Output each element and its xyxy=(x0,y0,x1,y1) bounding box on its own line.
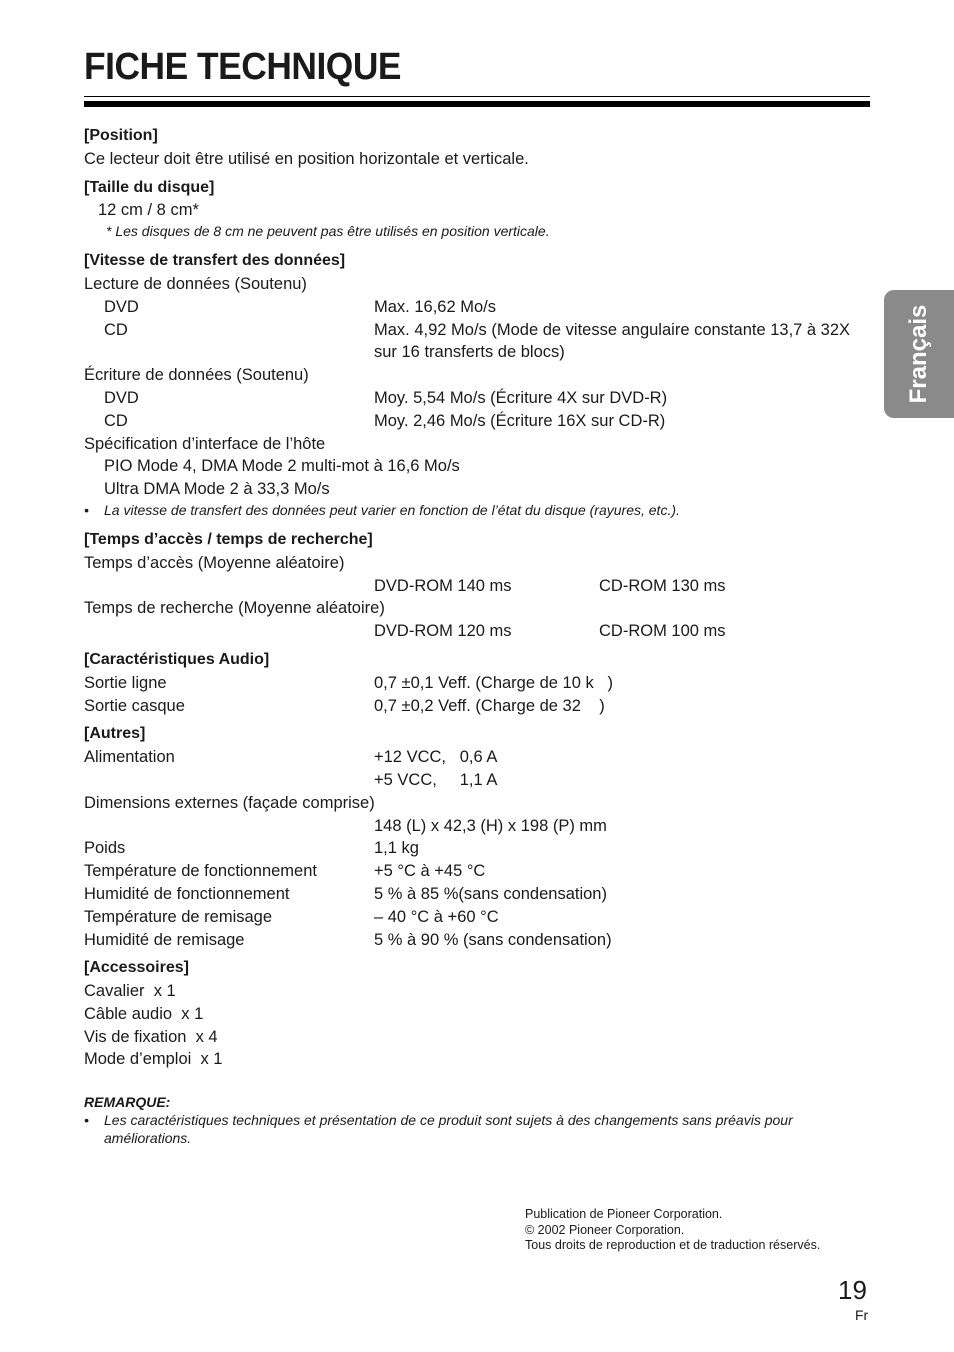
vitesse-note-text: La vitesse de transfert des données peut varier en fonction de l’état du disque (rayures, etc.). xyxy=(104,501,680,518)
list-item: Câble audio x 1 xyxy=(84,1004,204,1023)
spec-value: Moy. 5,54 Mo/s (Écriture 4X sur DVD-R) xyxy=(374,388,668,407)
list-item: Mode d’emploi x 1 xyxy=(84,1050,223,1069)
spec-label: Température de remisage xyxy=(84,907,273,926)
interface-label: Spécification d’interface de l’hôte xyxy=(84,434,326,453)
spec-row xyxy=(84,620,874,643)
list-item: Cavalier x 1 xyxy=(84,982,176,1001)
spec-label: CD xyxy=(104,411,128,430)
spec-row xyxy=(84,319,874,365)
spec-value: – 40 °C à +60 °C xyxy=(374,907,499,926)
spec-label: Humidité de remisage xyxy=(84,930,245,949)
remarque-heading: REMARQUE: xyxy=(84,1094,171,1111)
publication-line: Tous droits de reproduction et de traduction réservés. xyxy=(525,1238,821,1252)
spec-value: CD-ROM 100 ms xyxy=(599,622,726,641)
spec-label: Humidité de fonctionnement xyxy=(84,884,290,903)
spec-label: Poids xyxy=(84,839,126,858)
spec-label: Température de fonctionnement xyxy=(84,862,317,881)
section-acces xyxy=(84,529,874,643)
spec-row xyxy=(84,906,874,929)
list-item: Vis de fixation x 4 xyxy=(84,1027,218,1046)
ecriture-label: Écriture de données (Soutenu) xyxy=(84,366,309,385)
spec-value: +5 °C à +45 °C xyxy=(374,862,486,881)
position-text: Ce lecteur doit être utilisé en position horizontale et verticale. xyxy=(84,149,529,168)
lecture-label: Lecture de données (Soutenu) xyxy=(84,274,307,293)
page-title: FICHE TECHNIQUE xyxy=(84,46,401,88)
spec-value: DVD-ROM 120 ms xyxy=(374,622,512,641)
spec-content xyxy=(84,125,874,1147)
section-heading: [Autres] xyxy=(84,725,146,743)
spec-value: 0,7 ±0,1 Veff. (Charge de 10 k ) xyxy=(374,673,613,692)
section-heading: [Vitesse de transfert des données] xyxy=(84,252,346,270)
section-audio xyxy=(84,649,874,717)
spec-value: 148 (L) x 42,3 (H) x 198 (P) mm xyxy=(374,816,607,835)
spec-row xyxy=(84,883,874,906)
spec-label: DVD xyxy=(104,297,139,316)
spec-value: CD-ROM 130 ms xyxy=(599,576,726,595)
section-heading: [Taille du disque] xyxy=(84,178,215,196)
remarque-note xyxy=(84,1111,874,1147)
spec-row xyxy=(84,575,874,598)
spec-value: Max. 4,92 Mo/s (Mode de vitesse angulaire constante 13,7 à 32X sur 16 transferts de blocs) xyxy=(374,320,851,362)
section-heading: [Accessoires] xyxy=(84,959,189,977)
bullet-mark: • xyxy=(84,1112,89,1129)
spec-label: DVD xyxy=(104,388,139,407)
taille-value: 12 cm / 8 cm* xyxy=(98,201,199,220)
section-heading: [Temps d’accès / temps de recherche] xyxy=(84,530,373,548)
spec-row xyxy=(84,672,874,695)
spec-row xyxy=(84,837,874,860)
spec-label: CD xyxy=(104,320,128,339)
spec-row xyxy=(84,769,874,792)
vitesse-note xyxy=(84,501,874,519)
section-vitesse xyxy=(84,250,874,519)
section-heading: [Position] xyxy=(84,127,158,144)
bullet-mark: • xyxy=(84,501,89,518)
publication-line: Publication de Pioneer Corporation. xyxy=(525,1207,723,1221)
spec-value: 1,1 kg xyxy=(374,839,419,858)
spec-row xyxy=(84,929,874,952)
spec-value: 0,7 ±0,2 Veff. (Charge de 32 ) xyxy=(374,696,605,715)
spec-label: Alimentation xyxy=(84,748,175,767)
spec-value: Max. 16,62 Mo/s xyxy=(374,297,496,316)
spec-value: 5 % à 85 %(sans condensation) xyxy=(374,884,607,903)
page-number: 19 xyxy=(838,1275,867,1305)
language-tab xyxy=(884,290,954,418)
spec-value: Moy. 2,46 Mo/s (Écriture 16X sur CD-R) xyxy=(374,411,666,430)
spec-row xyxy=(84,695,874,718)
spec-row xyxy=(84,815,874,838)
spec-label: Sortie casque xyxy=(84,696,185,715)
section-heading: [Caractéristiques Audio] xyxy=(84,650,270,668)
spec-value: 5 % à 90 % (sans condensation) xyxy=(374,930,612,949)
spec-row xyxy=(84,410,874,433)
spec-row xyxy=(84,860,874,883)
publication-info xyxy=(525,1207,820,1254)
spec-row xyxy=(84,387,874,410)
taille-note: * Les disques de 8 cm ne peuvent pas être utilisés en position verticale. xyxy=(106,223,550,240)
recherche-label: Temps de recherche (Moyenne aléatoire) xyxy=(84,599,385,618)
spec-value: +12 VCC, 0,6 A xyxy=(374,748,498,767)
spec-value: +5 VCC, 1,1 A xyxy=(374,770,498,789)
interface-line: PIO Mode 4, DMA Mode 2 multi-mot à 16,6 Mo/s xyxy=(104,457,460,476)
acces-label: Temps d’accès (Moyenne aléatoire) xyxy=(84,553,345,572)
section-taille xyxy=(84,177,874,241)
page-language: Fr xyxy=(855,1307,869,1323)
dim-label: Dimensions externes (façade comprise) xyxy=(84,793,375,812)
publication-line: © 2002 Pioneer Corporation. xyxy=(525,1222,685,1237)
spec-row xyxy=(84,746,874,769)
section-accessoires xyxy=(84,957,874,1071)
title-rule-thick xyxy=(84,101,870,107)
spec-row xyxy=(84,296,874,319)
interface-line: Ultra DMA Mode 2 à 33,3 Mo/s xyxy=(104,480,330,499)
section-position xyxy=(84,125,874,171)
title-rule-thin xyxy=(84,96,870,97)
remarque-text: Les caractéristiques techniques et présentation de ce produit sont sujets à des changements sans préavis pour améliorations. xyxy=(104,1112,793,1147)
language-tab-label: Français xyxy=(905,304,932,404)
section-remarque xyxy=(84,1093,874,1147)
spec-value: DVD-ROM 140 ms xyxy=(374,576,512,595)
section-autres xyxy=(84,723,874,951)
spec-label: Sortie ligne xyxy=(84,673,167,692)
